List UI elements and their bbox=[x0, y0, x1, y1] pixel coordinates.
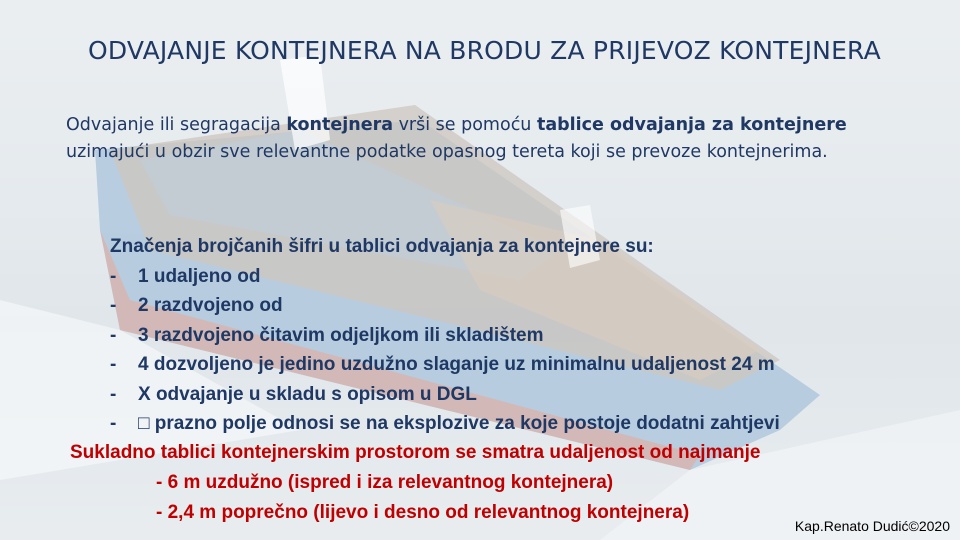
rule-line-2: - 6 m uzdužno (ispred i iza relevantnog kontejnera) bbox=[156, 472, 614, 493]
intro-paragraph bbox=[66, 112, 926, 166]
codes-list bbox=[110, 232, 890, 439]
intro-text-1: Odvajanje ili segragacija bbox=[66, 115, 287, 135]
list-item-text: □ prazno polje odnosi se na eksplozive za koje postoje dodatni zahtjevi bbox=[138, 413, 780, 434]
rule-line-3: - 2,4 m poprečno (lijevo i desno od relevantnog kontejnera) bbox=[156, 502, 690, 523]
page-title: ODVAJANJE KONTEJNERA NA BRODU ZA PRIJEVOZ KONTEJNERA bbox=[88, 36, 881, 65]
list-item bbox=[110, 350, 890, 380]
list-item bbox=[110, 409, 890, 439]
list-item-text: 2 razdvojeno od bbox=[138, 295, 283, 316]
intro-bold-1: kontejnera bbox=[286, 115, 394, 135]
list-item bbox=[110, 321, 890, 351]
intro-bold-2: tablice odvajanja za kontejnere bbox=[536, 115, 847, 135]
list-item-text: 3 razdvojeno čitavim odjeljkom ili skladištem bbox=[138, 324, 544, 346]
list-bullet: - bbox=[110, 324, 117, 346]
intro-text-2: vrši se pomoću bbox=[393, 115, 537, 135]
author-credit: Kap.Renato Dudić©2020 bbox=[794, 518, 950, 534]
list-item-text: X odvajanje u skladu s opisom u DGL bbox=[138, 383, 477, 405]
list-bullet: - bbox=[110, 354, 117, 375]
list-item-text: 1 udaljeno od bbox=[138, 265, 261, 287]
intro-text-3: uzimajući u obzir sve relevantne podatke opasnog tereta koji se prevoze kontejnerima. bbox=[66, 142, 828, 162]
list-bullet: - bbox=[110, 265, 117, 287]
list-item bbox=[110, 262, 890, 292]
codes-heading: Značenja brojčanih šifri u tablici odvajanja za kontejnere su: bbox=[110, 236, 654, 257]
list-item bbox=[110, 380, 890, 410]
list-item-text: 4 dozvoljeno je jedino uzdužno slaganje uz minimalnu udaljenost 24 m bbox=[138, 354, 775, 375]
list-bullet: - bbox=[110, 413, 117, 434]
rule-line-1: Sukladno tablici kontejnerskim prostorom se smatra udaljenost od najmanje bbox=[70, 442, 761, 463]
container-space-rule bbox=[70, 438, 890, 528]
list-item bbox=[110, 291, 890, 321]
list-bullet: - bbox=[110, 383, 117, 405]
list-bullet: - bbox=[110, 295, 117, 316]
